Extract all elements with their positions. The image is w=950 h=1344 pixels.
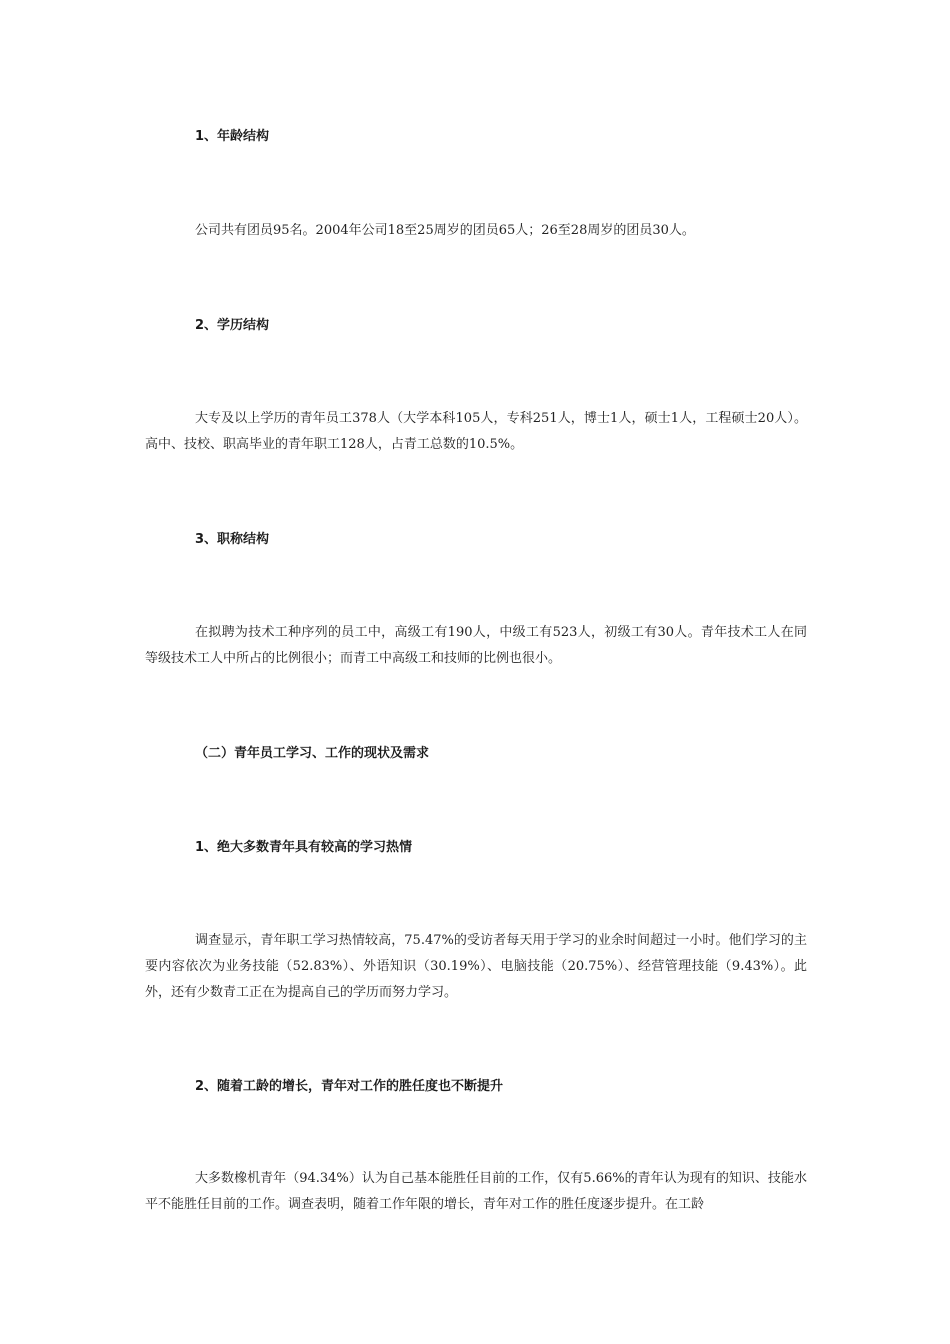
paragraph-title-structure: 在拟聘为技术工种序列的员工中，高级工有190人，中级工有523人，初级工有30人。青年技术工人在同等级技术工人中所占的比例很小；而青工中高级工和技师的比例也很小。 [145,625,807,666]
paragraph-work-competence: 大多数橡机青年（94.34%）认为自己基本能胜任目前的工作，仅有5.66%的青年认为现有的知识、技能水平不能胜任目前的工作。调查表明，随着工作年限的增长，青年对工作的胜任度逐步提升。在工龄 [145,1171,807,1212]
paragraph-age-structure: 公司共有团员95名。2004年公司18至25周岁的团员65人；26至28周岁的团员30人。 [195,223,695,238]
heading-learning-enthusiasm: 1、绝大多数青年具有较高的学习热情 [195,840,413,855]
heading-title-structure: 3、职称结构 [195,532,270,547]
heading-work-competence: 2、随着工龄的增长，青年对工作的胜任度也不断提升 [195,1079,504,1094]
paragraph-learning-enthusiasm: 调查显示，青年职工学习热情较高，75.47%的受访者每天用于学习的业余时间超过一小时。他们学习的主要内容依次为业务技能（52.83%）、外语知识（30.19%）、电脑技能（20.75%）、经营管理技能（9.43%）。此外，还有少数青工正在为提高自己的学历而努力学习。 [145,933,807,1000]
heading-age-structure: 1、年龄结构 [195,129,270,144]
paragraph-education-structure: 大专及以上学历的青年员工378人（大学本科105人，专科251人，博士1人，硕士1人，工程硕士20人）。高中、技校、职高毕业的青年职工128人，占青工总数的10.5%。 [145,411,807,452]
heading-section-two: （二）青年员工学习、工作的现状及需求 [195,746,430,761]
heading-education-structure: 2、学历结构 [195,318,270,333]
